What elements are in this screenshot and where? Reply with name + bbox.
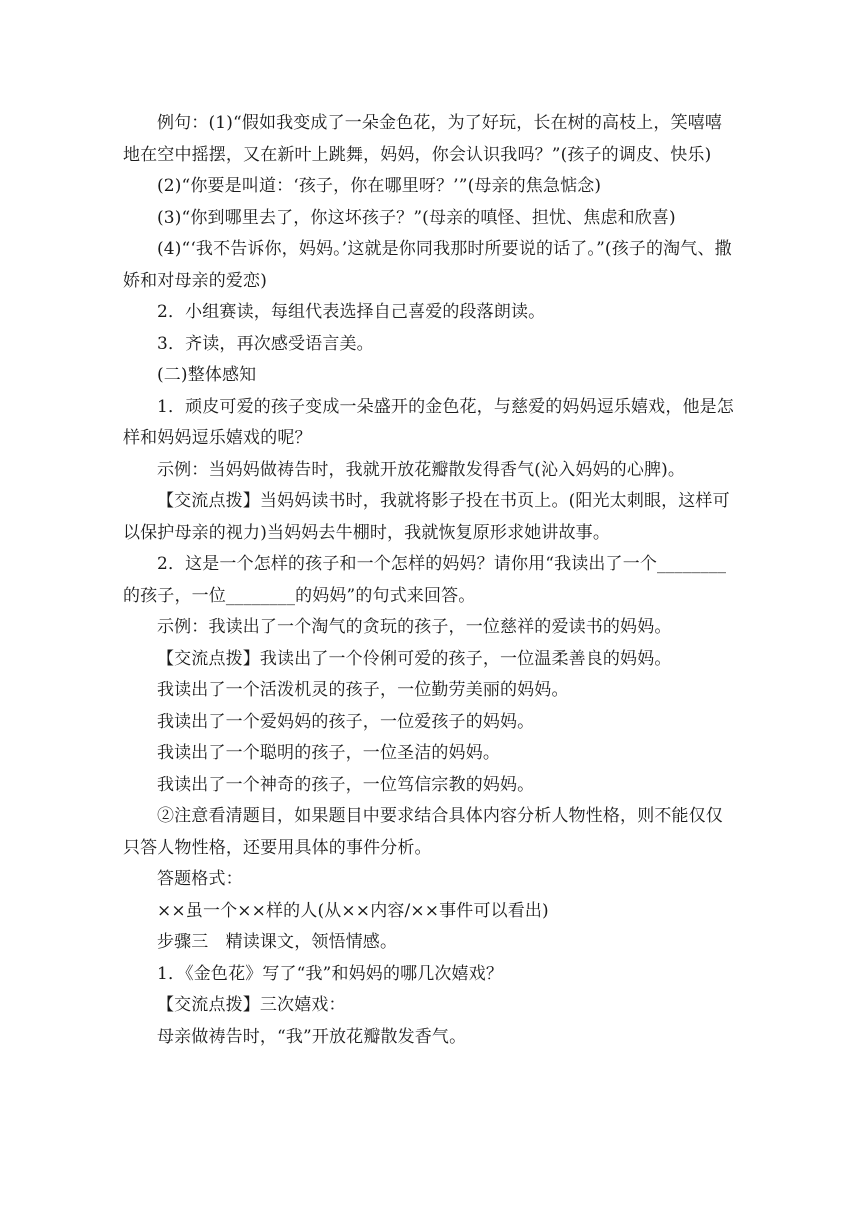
question-3: 1．《金色花》写了“我”和妈妈的哪几次嬉戏？ bbox=[157, 963, 503, 984]
example-sentence-2: (2)“你要是叫道：‘孩子，你在哪里呀？’”(母亲的焦急惦念) bbox=[157, 176, 602, 196]
example-sentence-3: (3)“你到哪里去了，你这坏孩子？”(母亲的嗔怪、担忧、焦虑和欣喜) bbox=[157, 207, 676, 228]
question-1: 1．顽皮可爱的孩子变成一朵盛开的金色花，与慈爱的妈妈逗乐嬉戏，他是怎样和妈妈逗乐嬉戏的呢？ bbox=[123, 396, 734, 448]
example-answer-1: 示例：当妈妈做祷告时，我就开放花瓣散发得香气(沁入妈妈的心脾)。 bbox=[157, 459, 686, 480]
answer-line-1: 我读出了一个活泼机灵的孩子，一位勤劳美丽的妈妈。 bbox=[157, 680, 569, 700]
discussion-tip-1: 【交流点拨】当妈妈读书时，我就将影子投在书页上。(阳光太刺眼，这样可以保护母亲的视力)当妈妈去牛棚时，我就恢复原形求她讲故事。 bbox=[123, 491, 730, 543]
example-sentence-1: 例句：(1)“假如我变成了一朵金色花，为了好玩，长在树的高枝上，笑嘻嘻地在空中摇摆，又在新叶上跳舞，妈妈，你会认识我吗？”(孩子的调皮、快乐) bbox=[123, 113, 723, 165]
document-body bbox=[123, 108, 739, 1053]
discussion-tip-2: 【交流点拨】我读出了一个伶俐可爱的孩子，一位温柔善良的妈妈。 bbox=[157, 648, 672, 669]
question-2: 2．这是一个怎样的孩子和一个怎样的妈妈？请你用“我读出了一个________的孩子，一位________的妈妈”的句式来回答。 bbox=[123, 554, 727, 606]
step-three-heading: 步骤三 精读课文，领悟情感。 bbox=[157, 932, 398, 952]
answer-line-2: 我读出了一个爱妈妈的孩子，一位爱孩子的妈妈。 bbox=[157, 711, 535, 732]
step-group-reading: 2．小组赛读，每组代表选择自己喜爱的段落朗读。 bbox=[157, 302, 546, 322]
example-answer-2: 示例：我读出了一个淘气的贪玩的孩子，一位慈祥的爱读书的妈妈。 bbox=[157, 617, 672, 637]
discussion-tip-3: 【交流点拨】三次嬉戏： bbox=[157, 995, 346, 1015]
note-analysis: ②注意看清题目，如果题目中要求结合具体内容分析人物性格，则不能仅仅只答人物性格，还要用具体的事件分析。 bbox=[123, 806, 723, 858]
answer-format-template: ××虽一个××样的人(从××内容/××事件可以看出) bbox=[157, 900, 549, 921]
answer-format-label: 答题格式： bbox=[157, 869, 243, 889]
answer-line-4: 我读出了一个神奇的孩子，一位笃信宗教的妈妈。 bbox=[157, 774, 535, 795]
answer-line-3: 我读出了一个聪明的孩子，一位圣洁的妈妈。 bbox=[157, 743, 500, 763]
example-sentence-4: (4)“‘我不告诉你，妈妈。’这就是你同我那时所要说的话了。”(孩子的淘气、撒娇和对母亲的爱恋) bbox=[123, 239, 732, 291]
section-heading-overall: (二)整体感知 bbox=[157, 365, 257, 385]
play-scene-1: 母亲做祷告时，“我”开放花瓣散发香气。 bbox=[157, 1026, 467, 1047]
step-choral-reading: 3．齐读，再次感受语言美。 bbox=[157, 333, 374, 354]
